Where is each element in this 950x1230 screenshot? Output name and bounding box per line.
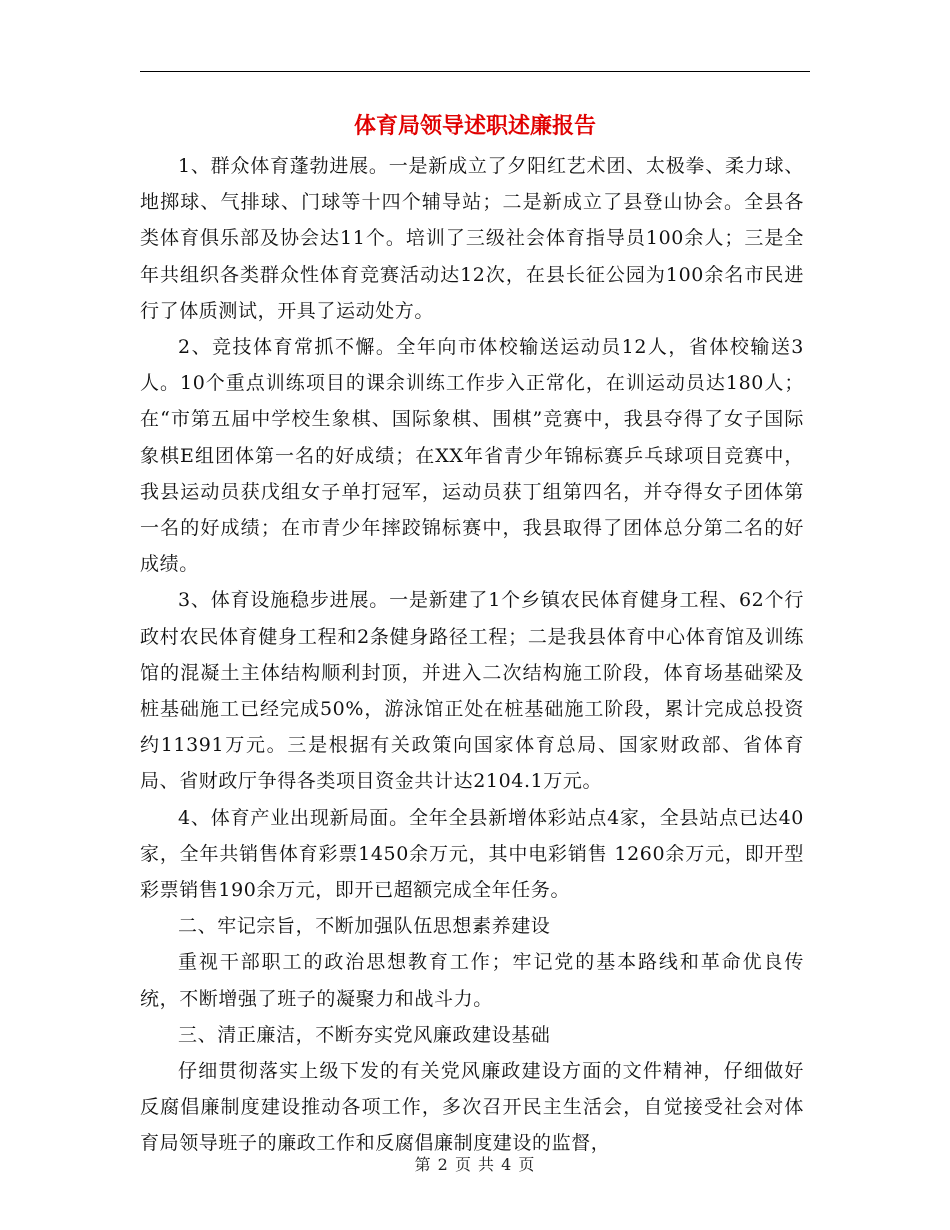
paragraph-competitive-sports: 2、竞技体育常抓不懈。全年向市体校输送运动员12人，省体校输送3人。10个重点训练项目的课余训练工作步入正常化，在训运动员达180人；在“市第五届中学校生象棋、国际象棋、围棋”竞赛中，我县夺得了女子国际象棋E组团体第一名的好成绩；在XX年省青少年锦标赛乒乓球项目竞赛中，我县运动员获戊组女子单打冠军，运动员获丁组第四名，并夺得女子团体第一名的好成绩；在市青少年摔跤锦标赛中，我县取得了团体总分第二名的好成绩。 [140, 336, 804, 576]
document-title: 体育局领导述职述廉报告 [353, 113, 596, 139]
paragraph-sports-facilities: 3、体育设施稳步进展。一是新建了1个乡镇农民体育健身工程、62个行政村农民体育健身工程和2条健身路径工程；二是我县体育中心体育馆及训练馆的混凝土主体结构顺利封顶，并进入二次结构施工阶段，体育场基础梁及桩基础施工已经完成50%，游泳馆正处在桩基础施工阶段，累计完成总投资约11391万元。三是根据有关政策向国家体育总局、国家财政部、省体育局、省财政厅争得各类项目资金共计达2104.1万元。 [140, 589, 804, 793]
section-heading-integrity: 三、清正廉洁，不断夯实党风廉政建设基础 [178, 1023, 551, 1046]
document-body [140, 148, 804, 1162]
page-number-footer: 第 2 页 共 4 页 [414, 1155, 536, 1174]
paragraph-integrity: 仔细贯彻落实上级下发的有关党风廉政建设方面的文件精神，仔细做好反腐倡廉制度建设推动各项工作，多次召开民主生活会，自觉接受社会对体育局领导班子的廉政工作和反腐倡廉制度建设的监督， [140, 1060, 804, 1155]
paragraph-sports-industry: 4、体育产业出现新局面。全年全县新增体彩站点4家，全县站点已达40家，全年共销售体育彩票1450余万元，其中电彩销售 1260余万元，即开型彩票销售190余万元，即开已超额完成全年任务。 [140, 806, 804, 902]
paragraph-team-building: 重视干部职工的政治思想教育工作；牢记党的基本路线和革命优良传统，不断增强了班子的凝聚力和战斗力。 [140, 951, 804, 1010]
paragraph-mass-sports: 1、群众体育蓬勃进展。一是新成立了夕阳红艺术团、太极拳、柔力球、地掷球、气排球、门球等十四个辅导站；二是新成立了县登山协会。全县各类体育俱乐部及协会达11个。培训了三级社会体育指导员100余人；三是全年共组织各类群众性体育竞赛活动达12次，在县长征公园为100余名市民进行了体质测试，开具了运动处方。 [140, 155, 804, 322]
section-heading-team-building: 二、牢记宗旨，不断加强队伍思想素养建设 [178, 915, 551, 938]
header-rule [140, 71, 810, 72]
